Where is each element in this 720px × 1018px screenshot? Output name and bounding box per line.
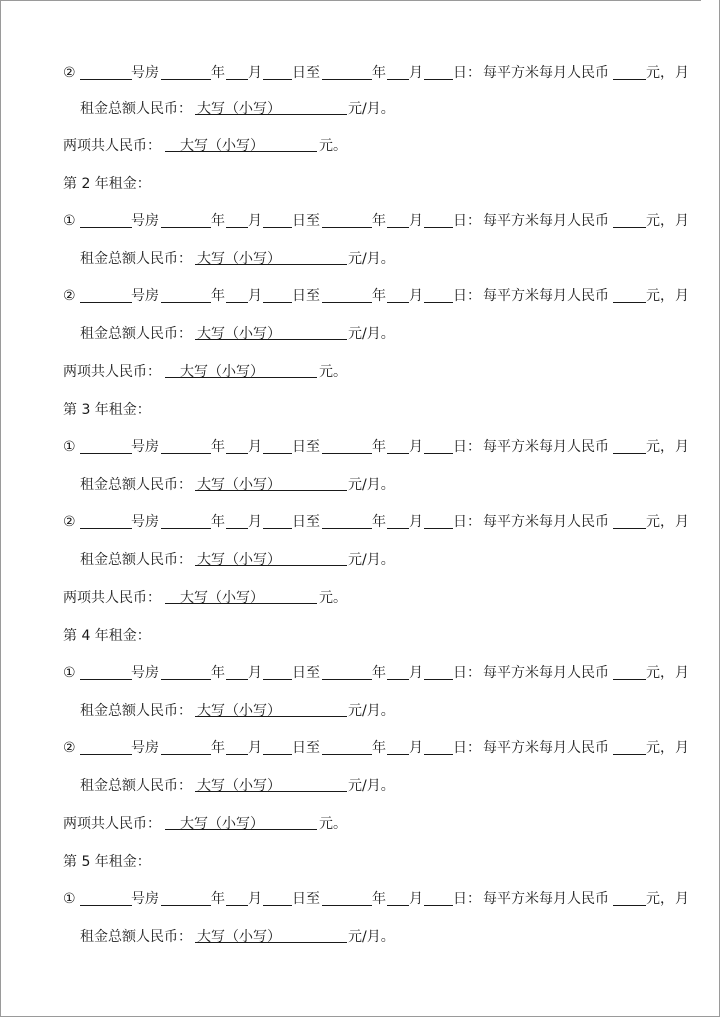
fill-blank	[161, 285, 211, 303]
yuan-label: 元，	[646, 665, 674, 681]
yuan-label: 元，	[646, 288, 674, 304]
month-label: 月	[248, 213, 262, 229]
year-label: 年	[372, 213, 386, 229]
amount-in-words-field	[195, 472, 347, 491]
price-per-sqm-label: 每平方米每月人民币	[483, 740, 609, 756]
month-label: 月	[248, 514, 262, 530]
sum-in-words-field	[165, 133, 317, 152]
year-label: 年	[372, 665, 386, 681]
day-label: 日：	[453, 891, 481, 907]
rent-room-line	[1, 886, 719, 912]
fill-blank	[80, 285, 132, 303]
fill-blank	[226, 210, 248, 228]
day-label: 日：	[453, 65, 481, 81]
fill-blank	[322, 662, 372, 680]
year-heading-text: 第 5 年租金：	[63, 854, 151, 870]
fill-blank	[263, 511, 292, 529]
month-label: 月	[409, 213, 423, 229]
fill-blank	[161, 62, 211, 80]
year-label: 年	[211, 439, 225, 455]
fill-blank	[322, 285, 372, 303]
rent-total-line	[1, 321, 719, 347]
fill-blank	[80, 888, 132, 906]
fill-blank	[387, 436, 409, 454]
amount-in-words-text: 大写（小写）	[197, 477, 281, 493]
rent-room-line	[1, 660, 719, 686]
fill-blank	[613, 210, 646, 228]
month-label: 月	[409, 288, 423, 304]
year-label: 年	[211, 740, 225, 756]
two-items-sum-line	[1, 585, 719, 611]
day-label: 日：	[453, 213, 481, 229]
unit-label: 元。	[319, 816, 347, 832]
fill-blank	[322, 210, 372, 228]
year-label: 年	[211, 665, 225, 681]
fill-blank	[387, 285, 409, 303]
day-to-label: 日至	[292, 740, 320, 756]
fill-blank	[80, 662, 132, 680]
year-heading-text: 第 2 年租金：	[63, 176, 151, 192]
day-label: 日：	[453, 514, 481, 530]
room-label: 号房	[131, 514, 159, 530]
month-end-label: 月	[675, 288, 689, 304]
rent-total-line	[1, 246, 719, 272]
sum-in-words-field	[165, 585, 317, 604]
fill-blank	[263, 737, 292, 755]
total-label: 租金总额人民币：	[80, 778, 192, 794]
month-end-label: 月	[675, 891, 689, 907]
price-per-sqm-label: 每平方米每月人民币	[483, 514, 609, 530]
sum-in-words-text: 大写（小写）	[180, 590, 264, 606]
yuan-label: 元，	[646, 213, 674, 229]
fill-blank	[322, 511, 372, 529]
room-label: 号房	[131, 665, 159, 681]
room-label: 号房	[131, 65, 159, 81]
sum-in-words-text: 大写（小写）	[180, 364, 264, 380]
unit-label: 元/月。	[348, 552, 395, 568]
rent-room-line	[1, 735, 719, 761]
amount-in-words-text: 大写（小写）	[197, 778, 281, 794]
price-per-sqm-label: 每平方米每月人民币	[483, 65, 609, 81]
sum-label: 两项共人民币：	[63, 590, 161, 606]
two-items-sum-line	[1, 811, 719, 837]
rent-total-line	[1, 773, 719, 799]
amount-in-words-text: 大写（小写）	[197, 552, 281, 568]
day-to-label: 日至	[292, 891, 320, 907]
month-label: 月	[409, 65, 423, 81]
rent-total-line	[1, 96, 719, 122]
fill-blank	[263, 62, 292, 80]
item-number: ②	[63, 288, 76, 304]
rent-room-line	[1, 60, 719, 86]
month-label: 月	[248, 288, 262, 304]
fill-blank	[263, 662, 292, 680]
month-end-label: 月	[675, 665, 689, 681]
year-label: 年	[372, 288, 386, 304]
item-number: ①	[63, 665, 76, 681]
year-label: 年	[211, 288, 225, 304]
room-label: 号房	[131, 891, 159, 907]
fill-blank	[613, 888, 646, 906]
month-end-label: 月	[675, 213, 689, 229]
fill-blank	[424, 511, 453, 529]
unit-label: 元。	[319, 590, 347, 606]
item-number: ②	[63, 514, 76, 530]
sum-label: 两项共人民币：	[63, 364, 161, 380]
month-label: 月	[248, 891, 262, 907]
rent-total-line	[1, 472, 719, 498]
fill-blank	[226, 436, 248, 454]
sum-label: 两项共人民币：	[63, 138, 161, 154]
year-heading-text: 第 3 年租金：	[63, 402, 151, 418]
fill-blank	[226, 737, 248, 755]
amount-in-words-field	[195, 96, 347, 115]
amount-in-words-field	[195, 698, 347, 717]
sum-label: 两项共人民币：	[63, 816, 161, 832]
unit-label: 元/月。	[348, 477, 395, 493]
fill-blank	[613, 662, 646, 680]
fill-blank	[322, 888, 372, 906]
fill-blank	[613, 62, 646, 80]
fill-blank	[226, 662, 248, 680]
two-items-sum-line	[1, 133, 719, 159]
fill-blank	[613, 737, 646, 755]
month-label: 月	[248, 665, 262, 681]
year-label: 年	[211, 65, 225, 81]
month-end-label: 月	[675, 740, 689, 756]
year-label: 年	[372, 514, 386, 530]
year-heading-text: 第 4 年租金：	[63, 628, 151, 644]
fill-blank	[80, 511, 132, 529]
fill-blank	[161, 210, 211, 228]
sum-in-words-field	[165, 811, 317, 830]
yuan-label: 元，	[646, 439, 674, 455]
room-label: 号房	[131, 740, 159, 756]
yuan-label: 元，	[646, 514, 674, 530]
item-number: ②	[63, 65, 76, 81]
year-label: 年	[211, 891, 225, 907]
day-to-label: 日至	[292, 288, 320, 304]
month-end-label: 月	[675, 65, 689, 81]
amount-in-words-field	[195, 246, 347, 265]
year-rent-heading	[1, 849, 719, 875]
year-label: 年	[372, 65, 386, 81]
fill-blank	[613, 285, 646, 303]
total-label: 租金总额人民币：	[80, 703, 192, 719]
unit-label: 元。	[319, 138, 347, 154]
yuan-label: 元，	[646, 891, 674, 907]
fill-blank	[161, 737, 211, 755]
amount-in-words-text: 大写（小写）	[197, 703, 281, 719]
day-label: 日：	[453, 740, 481, 756]
amount-in-words-text: 大写（小写）	[197, 251, 281, 267]
year-rent-heading	[1, 623, 719, 649]
fill-blank	[387, 210, 409, 228]
rent-total-line	[1, 698, 719, 724]
year-rent-heading	[1, 397, 719, 423]
room-label: 号房	[131, 288, 159, 304]
unit-label: 元。	[319, 364, 347, 380]
sum-in-words-field	[165, 359, 317, 378]
fill-blank	[263, 285, 292, 303]
rent-room-line	[1, 509, 719, 535]
item-number: ①	[63, 213, 76, 229]
fill-blank	[424, 285, 453, 303]
yuan-label: 元，	[646, 740, 674, 756]
fill-blank	[161, 511, 211, 529]
fill-blank	[424, 662, 453, 680]
year-label: 年	[211, 213, 225, 229]
day-to-label: 日至	[292, 514, 320, 530]
month-label: 月	[248, 740, 262, 756]
two-items-sum-line	[1, 359, 719, 385]
price-per-sqm-label: 每平方米每月人民币	[483, 288, 609, 304]
day-label: 日：	[453, 665, 481, 681]
day-label: 日：	[453, 439, 481, 455]
fill-blank	[387, 737, 409, 755]
fill-blank	[161, 888, 211, 906]
unit-label: 元/月。	[348, 326, 395, 342]
year-label: 年	[372, 891, 386, 907]
price-per-sqm-label: 每平方米每月人民币	[483, 439, 609, 455]
fill-blank	[263, 436, 292, 454]
fill-blank	[226, 62, 248, 80]
amount-in-words-field	[195, 773, 347, 792]
amount-in-words-field	[195, 924, 347, 943]
total-label: 租金总额人民币：	[80, 477, 192, 493]
unit-label: 元/月。	[348, 101, 395, 117]
rent-total-line	[1, 924, 719, 950]
fill-blank	[161, 662, 211, 680]
fill-blank	[263, 888, 292, 906]
month-label: 月	[409, 740, 423, 756]
rent-room-line	[1, 283, 719, 309]
price-per-sqm-label: 每平方米每月人民币	[483, 891, 609, 907]
item-number: ①	[63, 891, 76, 907]
total-label: 租金总额人民币：	[80, 326, 192, 342]
day-to-label: 日至	[292, 665, 320, 681]
day-label: 日：	[453, 288, 481, 304]
month-label: 月	[248, 439, 262, 455]
fill-blank	[80, 737, 132, 755]
fill-blank	[161, 436, 211, 454]
unit-label: 元/月。	[348, 929, 395, 945]
total-label: 租金总额人民币：	[80, 251, 192, 267]
total-label: 租金总额人民币：	[80, 929, 192, 945]
amount-in-words-text: 大写（小写）	[197, 326, 281, 342]
day-to-label: 日至	[292, 439, 320, 455]
item-number: ①	[63, 439, 76, 455]
day-to-label: 日至	[292, 65, 320, 81]
month-end-label: 月	[675, 439, 689, 455]
month-label: 月	[409, 439, 423, 455]
day-to-label: 日至	[292, 213, 320, 229]
fill-blank	[80, 210, 132, 228]
month-label: 月	[409, 665, 423, 681]
sum-in-words-text: 大写（小写）	[180, 816, 264, 832]
fill-blank	[424, 210, 453, 228]
amount-in-words-field	[195, 547, 347, 566]
unit-label: 元/月。	[348, 251, 395, 267]
month-label: 月	[409, 514, 423, 530]
fill-blank	[387, 511, 409, 529]
fill-blank	[226, 285, 248, 303]
year-label: 年	[211, 514, 225, 530]
fill-blank	[387, 662, 409, 680]
month-label: 月	[409, 891, 423, 907]
fill-blank	[263, 210, 292, 228]
month-label: 月	[248, 65, 262, 81]
fill-blank	[387, 62, 409, 80]
rent-room-line	[1, 434, 719, 460]
item-number: ②	[63, 740, 76, 756]
fill-blank	[424, 888, 453, 906]
room-label: 号房	[131, 213, 159, 229]
total-label: 租金总额人民币：	[80, 101, 192, 117]
fill-blank	[322, 62, 372, 80]
year-rent-heading	[1, 171, 719, 197]
price-per-sqm-label: 每平方米每月人民币	[483, 213, 609, 229]
fill-blank	[80, 436, 132, 454]
fill-blank	[226, 511, 248, 529]
price-per-sqm-label: 每平方米每月人民币	[483, 665, 609, 681]
amount-in-words-field	[195, 321, 347, 340]
fill-blank	[387, 888, 409, 906]
fill-blank	[80, 62, 132, 80]
fill-blank	[613, 436, 646, 454]
fill-blank	[424, 436, 453, 454]
total-label: 租金总额人民币：	[80, 552, 192, 568]
year-label: 年	[372, 439, 386, 455]
rent-total-line	[1, 547, 719, 573]
room-label: 号房	[131, 439, 159, 455]
fill-blank	[226, 888, 248, 906]
unit-label: 元/月。	[348, 703, 395, 719]
fill-blank	[322, 436, 372, 454]
yuan-label: 元，	[646, 65, 674, 81]
fill-blank	[424, 737, 453, 755]
year-label: 年	[372, 740, 386, 756]
amount-in-words-text: 大写（小写）	[197, 929, 281, 945]
unit-label: 元/月。	[348, 778, 395, 794]
fill-blank	[424, 62, 453, 80]
fill-blank	[322, 737, 372, 755]
amount-in-words-text: 大写（小写）	[197, 101, 281, 117]
fill-blank	[613, 511, 646, 529]
sum-in-words-text: 大写（小写）	[180, 138, 264, 154]
month-end-label: 月	[675, 514, 689, 530]
rent-room-line	[1, 208, 719, 234]
